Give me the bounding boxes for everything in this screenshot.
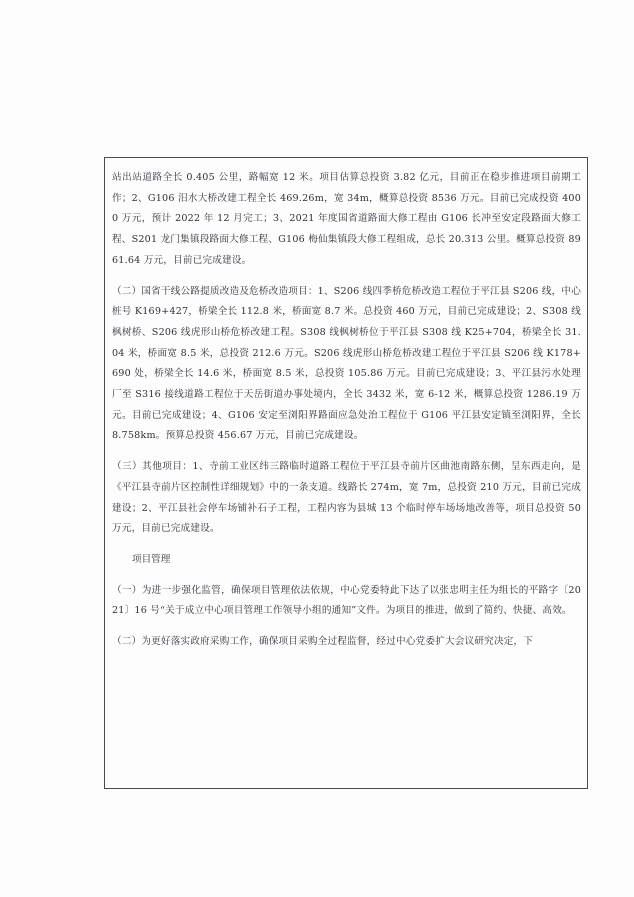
paragraph-road-projects: 站出站道路全长 0.405 公里，路幅宽 12 米。项目估算总投资 3.82 亿元，目前正在稳步推进项目前期工作；2、G106 汨水大桥改建工程全长 469.26m，宽 34m，概算总投资 8536 万元。目前已完成投资 4000 万元，预计 2022 年 12 月完工；3、2021 年度国省道路面大修工程由 G106 长冲至安定段路面大修工程、S201 龙门集镇段路面大修工程、G106 梅仙集镇段大修工程组成，总长 20.313 公里。概算总投资 8961.64 万元，目前已完成建设。 (112, 172, 581, 266)
paragraph-trunk-road-bridge-projects: （二）国省干线公路提质改造及危桥改造项目：1、S206 线四季桥危桥改造工程位于平江县 S206 线，中心桩号 K169+427，桥梁全长 112.8 米，桥面宽 8.7 米。总投资 460 万元，目前已完成建设；2、S308 线枫树桥、S206 线虎形山桥危桥改建工程。S308 线枫树桥位于平江县 S308 线 K25+704，桥梁全长 31.04 米，桥面宽 8.5 米，总投资 212.6 万元。S206 线虎形山桥危桥改建工程位于平江县 S206 线 K178+690 处，桥梁全长 14.6 米，桥面宽 8.5 米，总投资 105.86 万元。目前已完成建设；3、平江县污水处理厂至 S316 接线道路工程位于天岳街道办事处境内，全长 3432 米，宽 6-12 米，概算总投资 1286.19 万元。目前已完成建设；4、G106 安定至浏阳界路面应急处治工程位于 G106 平江县安定镇至浏阳界，全长 8.758km。预算总投资 456.67 万元，目前已完成建设。 (112, 285, 581, 442)
paragraph-management-2: （二）为更好落实政府采购工作，确保项目采购全过程监督，经过中心党委扩大会议研究决定，下 (112, 636, 534, 648)
document-frame (104, 157, 588, 789)
section-title-project-management: 项目管理 (132, 553, 171, 565)
paragraph-other-projects: （三）其他项目：1、寺前工业区纬三路临时道路工程位于平江县寺前片区曲池南路东侧，呈东西走向，是《平江县寺前片区控制性详细规划》中的一条支道。线路长 274m，宽 7m，总投资 210 万元，目前已完成建设；2、平江县社会停车场铺补石子工程，工程内容为县城 13 个临时停车场场地改善等，项目总投资 50 万元，目前已完成建设。 (112, 461, 581, 535)
paragraph-management-1: （一）为进一步强化监管，确保项目管理依法依规，中心党委特此下达了以张忠明主任为组长的平路字〔2021〕16 号“关于成立中心项目管理工作领导小组的通知”文件。为项目的推进，做到了简约、快捷、高效。 (112, 584, 581, 617)
